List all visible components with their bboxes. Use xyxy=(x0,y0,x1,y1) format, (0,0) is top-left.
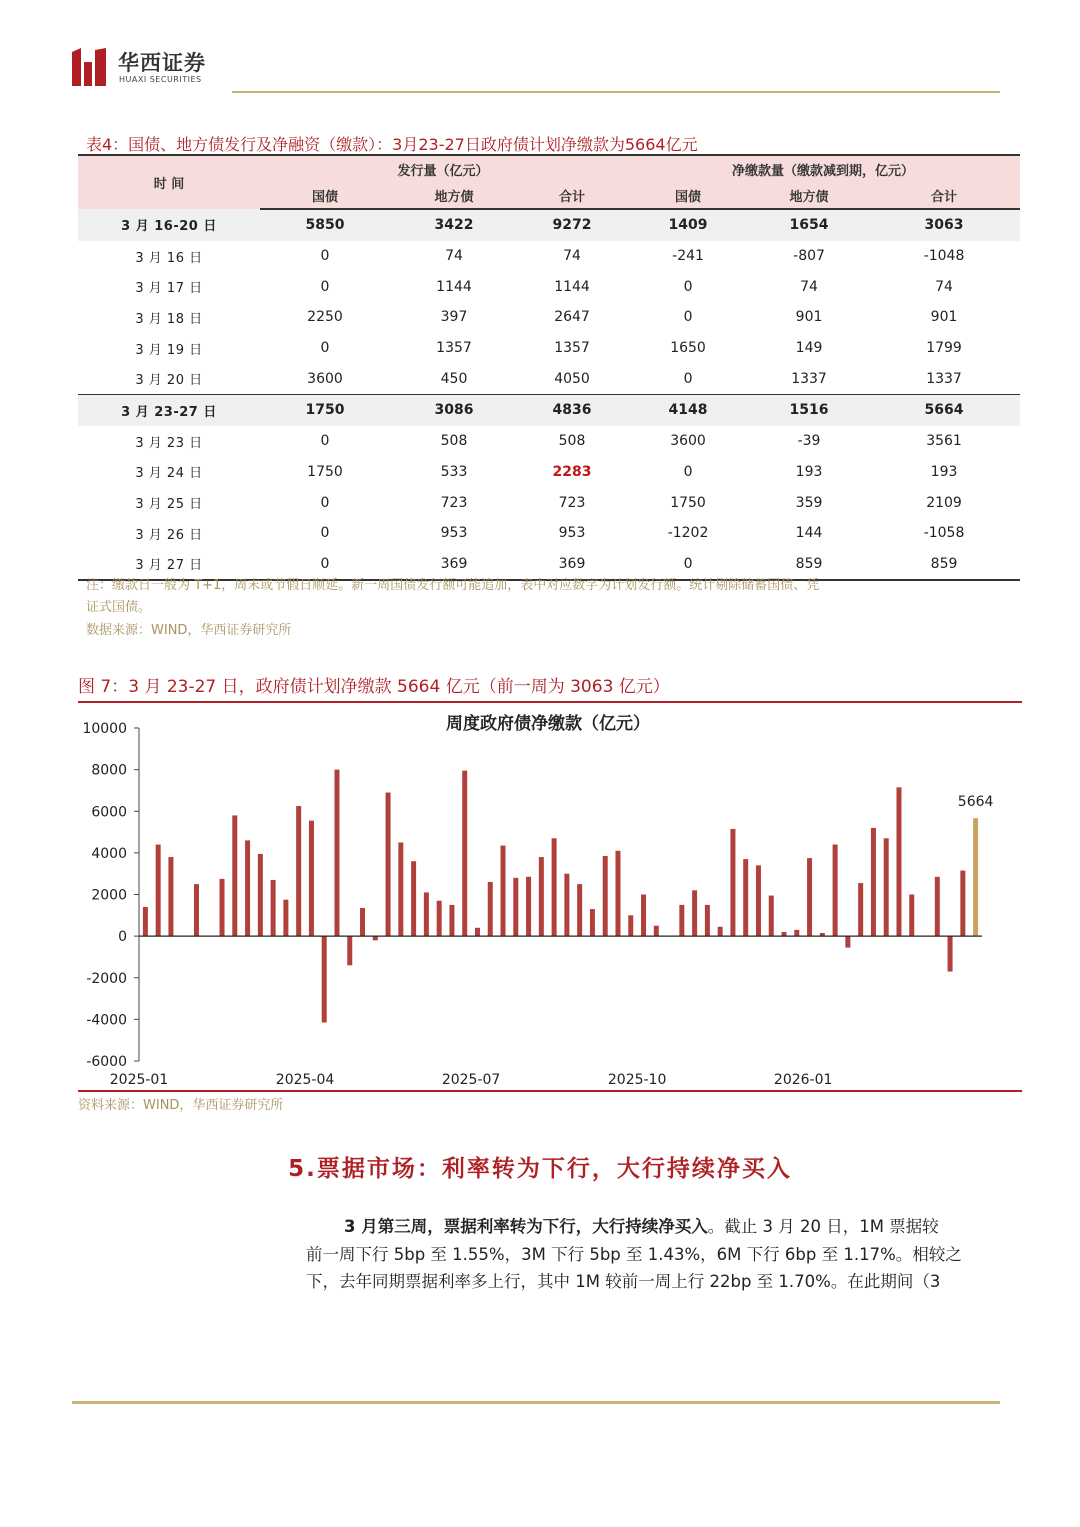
chart-bar xyxy=(743,859,748,936)
cell-value: 1144 xyxy=(436,278,472,295)
para-line1-rest: 。截止 3 月 20 日，1M 票据较 xyxy=(707,1217,939,1236)
cell-value: 2109 xyxy=(926,494,962,511)
y-tick-label: 0 xyxy=(118,929,127,946)
chart-bar xyxy=(807,858,812,936)
section-heading: 5.票据市场：利率转为下行，大行持续净买入 xyxy=(288,1156,792,1182)
chart-bar xyxy=(577,884,582,936)
table-note-line1: 注：缴款日一般为 T+1，周末或节假日顺延。新一周国债发行额可能追加，表中对应数字为计划发行额。统计剔除储蓄国债、凭 xyxy=(86,578,820,593)
x-tick-label: 2025-01 xyxy=(109,1072,169,1088)
cell-value: 4050 xyxy=(554,370,590,387)
chart-bar xyxy=(833,845,838,937)
cell-value: 953 xyxy=(440,525,468,542)
chart-title: 周度政府债净缴款（亿元） xyxy=(446,714,650,734)
cell-value: -1058 xyxy=(923,525,965,542)
brand-name-en: HUAXI SECURITIES xyxy=(119,75,202,84)
chart-bar xyxy=(756,865,761,936)
row-date: 3 月 26 日 xyxy=(135,527,203,543)
cell-value: 3600 xyxy=(307,370,343,387)
chart-bar xyxy=(769,896,774,937)
cell-value: 508 xyxy=(440,433,468,450)
para-lead: 3 月第三周，票据利率转为下行，大行持续净买入 xyxy=(344,1217,708,1236)
chart-bar xyxy=(347,936,352,965)
chart-bar xyxy=(488,882,493,936)
cell-value: 1799 xyxy=(926,340,962,357)
chart-bar xyxy=(654,926,659,936)
cell-value: 5850 xyxy=(260,209,390,241)
chart-bar xyxy=(424,892,429,936)
chart-bar xyxy=(143,907,148,936)
cell-value: 0 xyxy=(320,525,330,542)
chart-bar xyxy=(475,928,480,936)
cell-value: -241 xyxy=(672,248,704,265)
x-tick-label: 2025-04 xyxy=(275,1072,335,1088)
cell-value: 3086 xyxy=(390,395,518,426)
row-date: 3 月 25 日 xyxy=(135,497,203,513)
col-header: 国债 xyxy=(626,182,750,209)
chart-bar xyxy=(462,771,467,936)
chart-bar xyxy=(245,840,250,936)
chart-bar xyxy=(386,793,391,937)
cell-value: 2250 xyxy=(307,309,343,326)
cell-value: 0 xyxy=(320,494,330,511)
chart-bar xyxy=(718,927,723,936)
row-date: 3 月 24 日 xyxy=(135,466,203,482)
chart-bar xyxy=(501,846,506,937)
data-label-latest: 5664 xyxy=(957,794,994,811)
row-date: 3 月 23 日 xyxy=(135,435,203,451)
cell-value: -39 xyxy=(797,433,821,450)
chart-bar xyxy=(730,829,735,936)
col-header: 国债 xyxy=(260,182,390,209)
col-header: 合计 xyxy=(868,182,1020,209)
chart-bar xyxy=(334,770,339,937)
chart-bar xyxy=(679,905,684,936)
chart-bar xyxy=(705,905,710,936)
chart-bar xyxy=(858,883,863,936)
row-date: 3 月 17 日 xyxy=(135,281,203,297)
cell-value: 0 xyxy=(626,549,750,581)
chart-bar xyxy=(322,936,327,1022)
chart-bar xyxy=(960,871,965,937)
cell-value: 859 xyxy=(750,549,868,581)
cell-value: 0 xyxy=(320,278,330,295)
y-tick-label: -6000 xyxy=(86,1054,127,1070)
cell-value: 1409 xyxy=(626,209,750,241)
header-group-issue: 发行量（亿元） xyxy=(260,155,626,182)
cell-value: 144 xyxy=(795,525,823,542)
cell-value: 2283 xyxy=(552,463,592,480)
chart-bar xyxy=(884,838,889,936)
cell-value: 5664 xyxy=(868,395,1020,426)
cell-value: 1337 xyxy=(791,370,827,387)
cell-value: 3063 xyxy=(868,209,1020,241)
cell-value: 1337 xyxy=(926,370,962,387)
para-line3: 下，去年同期票据利率多上行，其中 1M 较前一周上行 22bp 至 1.70%。在此期间（3 xyxy=(306,1272,941,1291)
cell-value: 74 xyxy=(800,278,818,295)
chart-bar xyxy=(526,877,531,936)
cell-value: 0 xyxy=(683,370,693,387)
y-tick-label: -4000 xyxy=(86,1012,127,1029)
chart-bar xyxy=(296,806,301,936)
cell-value: 533 xyxy=(440,463,468,480)
row-date: 3 月 19 日 xyxy=(135,342,203,358)
chart-bar xyxy=(156,845,161,937)
cell-value: 193 xyxy=(795,463,823,480)
chart-bar xyxy=(398,842,403,936)
cell-value: -1048 xyxy=(923,248,965,265)
row-date: 3 月 20 日 xyxy=(135,373,203,389)
cell-value: 901 xyxy=(795,309,823,326)
row-date: 3 月 16-20 日 xyxy=(78,209,260,241)
cell-value: 1650 xyxy=(670,340,706,357)
cell-value: 1516 xyxy=(750,395,868,426)
table-source: 数据来源：WIND，华西证券研究所 xyxy=(86,623,292,638)
chart-bar xyxy=(871,828,876,936)
cell-value: 369 xyxy=(390,549,518,581)
x-tick-label: 2025-07 xyxy=(441,1072,501,1088)
cell-value: 193 xyxy=(930,463,958,480)
cell-value: 723 xyxy=(558,494,586,511)
cell-value: 4148 xyxy=(626,395,750,426)
cell-value: 0 xyxy=(320,248,330,265)
header-time: 时 间 xyxy=(78,155,260,209)
chart-bar xyxy=(513,878,518,936)
y-tick-label: 8000 xyxy=(91,762,127,779)
chart-bar xyxy=(590,909,595,936)
table-title: 表4：国债、地方债发行及净融资（缴款）：3月23-27日政府债计划净缴款为5664亿元 xyxy=(86,135,698,154)
row-date: 3 月 27 日 xyxy=(78,549,260,581)
chart-bar xyxy=(220,879,225,936)
cell-value: 74 xyxy=(563,248,581,265)
row-date: 3 月 16 日 xyxy=(135,250,203,266)
chart-bar xyxy=(411,861,416,936)
cell-value: 1750 xyxy=(260,395,390,426)
cell-value: 9272 xyxy=(518,209,626,241)
chart-bar xyxy=(564,874,569,936)
chart-bar xyxy=(692,890,697,936)
figure-caption: 图 7：3 月 23-27 日，政府债计划净缴款 5664 亿元（前一周为 3063 亿元） xyxy=(78,677,670,697)
chart-bar xyxy=(258,854,263,936)
cell-value: 397 xyxy=(440,309,468,326)
cell-value: 4836 xyxy=(518,395,626,426)
y-tick-label: -2000 xyxy=(86,970,127,987)
chart-bar xyxy=(309,821,314,937)
cell-value: 859 xyxy=(868,549,1020,581)
row-date: 3 月 18 日 xyxy=(135,311,203,327)
figure-source: 资料来源：WIND，华西证券研究所 xyxy=(78,1098,284,1113)
cell-value: 0 xyxy=(683,309,693,326)
cell-value: 149 xyxy=(795,340,823,357)
cell-value: 1357 xyxy=(554,340,590,357)
chart-bar xyxy=(948,936,953,971)
cell-value: 901 xyxy=(930,309,958,326)
cell-value: 0 xyxy=(260,549,390,581)
chart-bar xyxy=(360,908,365,936)
y-tick-label: 10000 xyxy=(82,721,127,737)
chart-bar xyxy=(449,905,454,936)
y-tick-label: 2000 xyxy=(91,887,127,904)
cell-value: 0 xyxy=(320,340,330,357)
footer-divider xyxy=(72,1401,1000,1404)
cell-value: 723 xyxy=(440,494,468,511)
cell-value: 74 xyxy=(445,248,463,265)
col-header: 地方债 xyxy=(750,182,868,209)
chart-bar xyxy=(794,930,799,936)
section-paragraph xyxy=(306,1213,1026,1296)
col-header: 合计 xyxy=(518,182,626,209)
chart-bar xyxy=(232,815,237,936)
chart-bar xyxy=(168,857,173,936)
chart-bar xyxy=(935,877,940,936)
cell-value: 953 xyxy=(558,525,586,542)
chart-bar xyxy=(615,851,620,936)
cell-value: 3600 xyxy=(670,433,706,450)
cell-value: 2647 xyxy=(554,309,590,326)
chart-bar xyxy=(909,895,914,937)
chart-bar xyxy=(845,936,850,947)
x-tick-label: 2025-10 xyxy=(607,1072,667,1088)
cell-value: 0 xyxy=(683,463,693,480)
y-tick-label: 6000 xyxy=(91,804,127,821)
cell-value: 1357 xyxy=(436,340,472,357)
cell-value: 508 xyxy=(558,433,586,450)
cell-value: -1202 xyxy=(667,525,709,542)
cell-value: 1654 xyxy=(750,209,868,241)
cell-value: 3422 xyxy=(390,209,518,241)
chart-bar xyxy=(896,787,901,936)
chart-bar xyxy=(552,838,557,936)
header-group-net: 净缴款量（缴款减到期，亿元） xyxy=(626,155,1020,182)
col-header: 地方债 xyxy=(390,182,518,209)
chart-bar xyxy=(271,880,276,936)
y-tick-label: 4000 xyxy=(91,845,127,862)
chart-bar xyxy=(641,895,646,937)
cell-value: 0 xyxy=(320,433,330,450)
cell-value: 0 xyxy=(683,278,693,295)
cell-value: 1750 xyxy=(307,463,343,480)
chart-bar xyxy=(539,857,544,936)
cell-value: 3561 xyxy=(926,433,962,450)
cell-value: -807 xyxy=(793,248,825,265)
cell-value: 369 xyxy=(518,549,626,581)
figure-bottom-rule xyxy=(78,1090,1022,1092)
chart-bar xyxy=(628,915,633,936)
chart-bar xyxy=(603,856,608,936)
cell-value: 359 xyxy=(795,494,823,511)
cell-value: 1750 xyxy=(670,494,706,511)
x-tick-label: 2026-01 xyxy=(773,1072,833,1088)
chart-bar xyxy=(194,884,199,936)
cell-value: 74 xyxy=(935,278,953,295)
chart-bar xyxy=(437,901,442,936)
cell-value: 1144 xyxy=(554,278,590,295)
chart-bar xyxy=(283,900,288,936)
para-line2: 前一周下行 5bp 至 1.55%，3M 下行 5bp 至 1.43%，6M 下行 6bp 至 1.17%。相较之 xyxy=(306,1244,962,1264)
cell-value: 450 xyxy=(440,370,468,387)
row-date: 3 月 23-27 日 xyxy=(78,395,260,426)
table-note-line2: 证式国债。 xyxy=(86,600,152,615)
chart-bar xyxy=(973,818,978,936)
brand-name-cn: 华西证券 xyxy=(118,51,206,75)
